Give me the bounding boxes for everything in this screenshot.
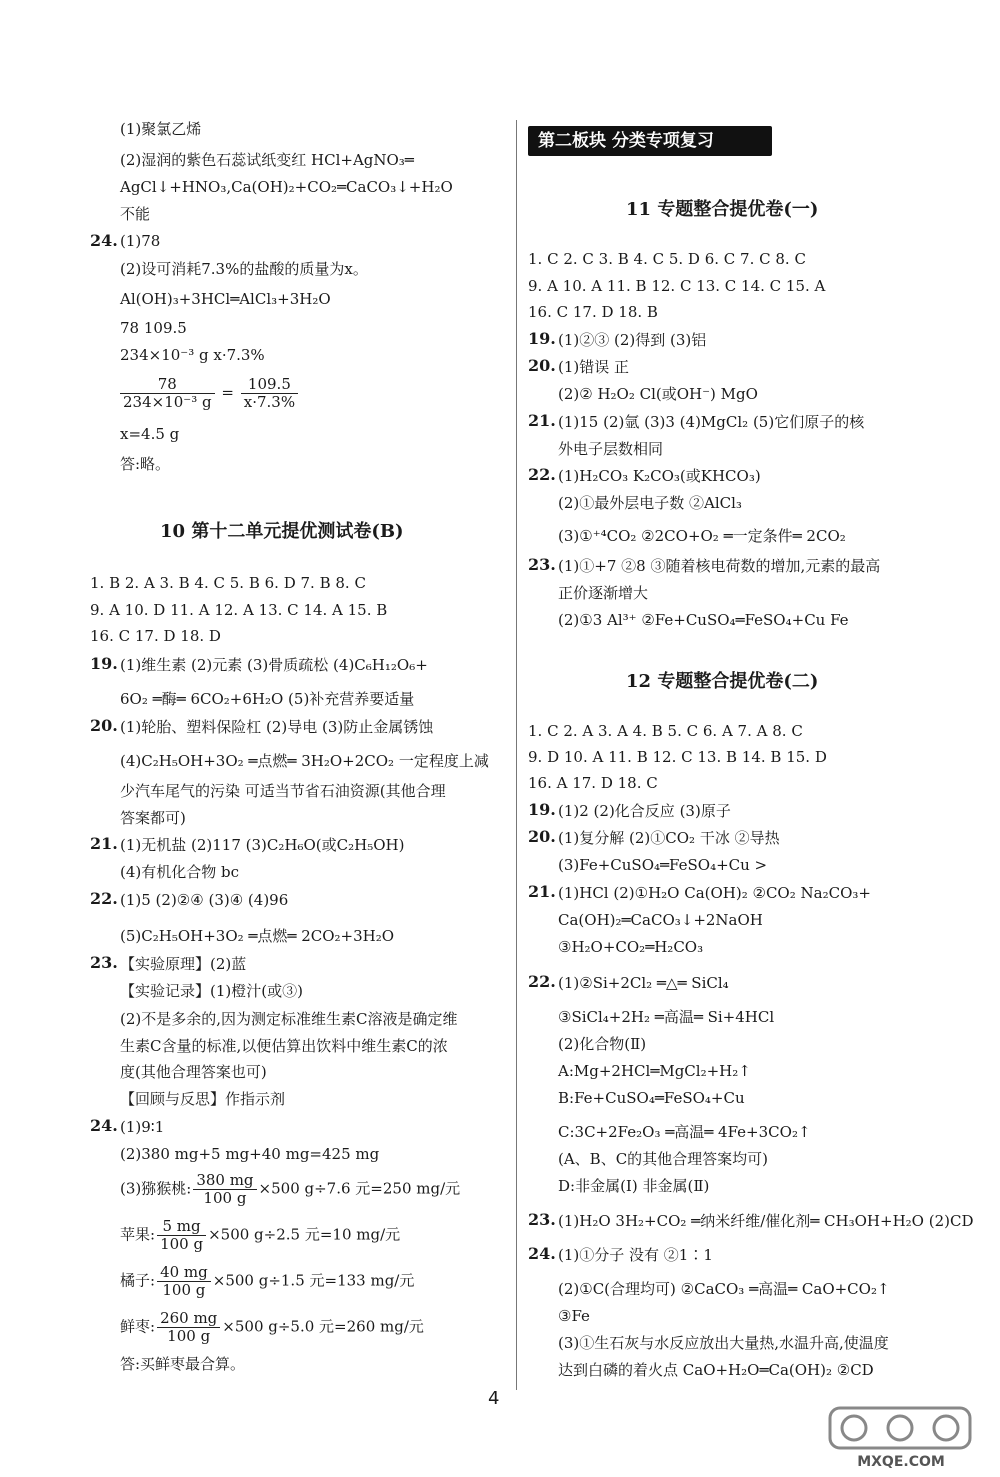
answer-line: 度(其他合理答案也可) xyxy=(120,1063,267,1081)
answer-line: 正价逐渐增大 xyxy=(558,584,649,602)
denominator: 100 g xyxy=(160,1235,204,1253)
answer-line: (1)聚氯乙烯 xyxy=(120,120,202,138)
calc-rest: ×500 g÷2.5 元=10 mg/元 xyxy=(208,1225,401,1244)
column-divider xyxy=(516,120,517,1390)
fruit-label: (3)猕猴桃: xyxy=(120,1179,192,1198)
answer-line: (1)78 xyxy=(120,232,161,250)
choice-answers: 1. C 2. A 3. A 4. B 5. C 6. A 7. A 8. C xyxy=(528,722,803,740)
choice-answers: 9. A 10. A 11. B 12. C 13. C 14. C 15. A xyxy=(528,277,826,295)
denominator: x·7.3% xyxy=(243,393,296,411)
answer-line: (2)380 mg+5 mg+40 mg=425 mg xyxy=(120,1145,380,1163)
question-number: 21. xyxy=(528,882,556,901)
choice-answers: 9. A 10. D 11. A 12. A 13. C 14. A 15. B xyxy=(90,601,388,619)
fraction xyxy=(120,376,215,411)
answer-line: (1)②Si+2Cl₂ ═△═ SiCl₄ xyxy=(558,974,729,992)
question-number: 23. xyxy=(90,953,118,972)
choice-answers: 1. C 2. C 3. B 4. C 5. D 6. C 7. C 8. C xyxy=(528,250,806,268)
watermark-url: MXQE.COM xyxy=(857,1454,945,1470)
answer-line: x=4.5 g xyxy=(120,425,180,443)
question-number: 23. xyxy=(528,555,556,574)
question-number: 24. xyxy=(528,1244,556,1263)
answer-line: (1)轮胎、塑料保险杠 (2)导电 (3)防止金属锈蚀 xyxy=(120,718,434,736)
fraction xyxy=(193,1172,256,1207)
answer-line: (2)①C(合理均可) ②CaCO₃ ═高温═ CaO+CO₂↑ xyxy=(558,1280,890,1298)
calc-rest: ×500 g÷7.6 元=250 mg/元 xyxy=(258,1179,461,1198)
price-calc xyxy=(120,1218,400,1253)
answer-line: 答:买鲜枣最合算。 xyxy=(120,1355,246,1373)
answer-line: (2)①最外层电子数 ②AlCl₃ xyxy=(558,494,742,512)
fraction xyxy=(157,1310,220,1345)
question-number: 19. xyxy=(528,800,556,819)
answer-line: 6O₂ ═酶═ 6CO₂+6H₂O (5)补充营养要适量 xyxy=(120,690,415,708)
answer-line: (1)15 (2)氩 (3)3 (4)MgCl₂ (5)它们原子的核 xyxy=(558,413,865,431)
answer-line: C:3C+2Fe₂O₃ ═高温═ 4Fe+3CO₂↑ xyxy=(558,1123,811,1141)
choice-answers: 1. B 2. A 3. B 4. C 5. B 6. D 7. B 8. C xyxy=(90,574,366,592)
choice-answers: 16. C 17. D 18. D xyxy=(90,627,221,645)
answer-line: (1)2 (2)化合反应 (3)原子 xyxy=(558,802,731,820)
question-number: 22. xyxy=(90,889,118,908)
answer-line: (1)9∶1 xyxy=(120,1118,165,1136)
answer-line: ③Fe xyxy=(558,1307,590,1325)
answer-line: 【回顾与反思】作指示剂 xyxy=(120,1090,286,1108)
answer-line: AgCl↓+HNO₃,Ca(OH)₂+CO₂═CaCO₃↓+H₂O xyxy=(120,178,453,196)
answer-line: 答案都可) xyxy=(120,809,186,827)
answer-line: (1)①分子 没有 ②1∶1 xyxy=(558,1246,713,1264)
question-number: 19. xyxy=(528,329,556,348)
fraction xyxy=(241,376,298,411)
answer-line: (3)Fe+CuSO₄═FeSO₄+Cu > xyxy=(558,856,768,874)
answer-line: D:非金属(Ⅰ) 非金属(Ⅱ) xyxy=(558,1177,710,1195)
answer-line: (4)有机化合物 bc xyxy=(120,863,240,881)
denominator: 100 g xyxy=(162,1281,206,1299)
fraction xyxy=(157,1218,206,1253)
question-number: 20. xyxy=(528,356,556,375)
proportion-equation xyxy=(118,376,300,411)
answer-line: (1)H₂O 3H₂+CO₂ ═纳米纤维/催化剂═ CH₃OH+H₂O (2)CD xyxy=(558,1212,974,1230)
choice-answers: 16. C 17. D 18. B xyxy=(528,303,658,321)
equals-sign: = xyxy=(221,383,234,402)
answer-line: 不能 xyxy=(120,205,151,223)
price-calc xyxy=(120,1310,424,1345)
section-title: 12 专题整合提优卷(二) xyxy=(626,671,819,692)
question-number: 22. xyxy=(528,972,556,991)
answer-line: 78 109.5 xyxy=(120,319,187,337)
question-number: 21. xyxy=(528,411,556,430)
question-number: 24. xyxy=(90,1116,118,1135)
numerator: 5 mg xyxy=(157,1218,206,1236)
calc-rest: ×500 g÷1.5 元=133 mg/元 xyxy=(212,1271,415,1290)
choice-answers: 9. D 10. A 11. B 12. C 13. B 14. B 15. D xyxy=(528,748,827,766)
answer-line: (1)复分解 (2)①CO₂ 干冰 ②导热 xyxy=(558,829,780,847)
answer-line: ③SiCl₄+2H₂ ═高温═ Si+4HCl xyxy=(558,1008,775,1026)
answer-line: (2)不是多余的,因为测定标准维生素C溶液是确定维 xyxy=(120,1010,458,1028)
page-number: 4 xyxy=(488,1388,500,1409)
answer-line: (4)C₂H₅OH+3O₂ ═点燃═ 3H₂O+2CO₂ 一定程度上减 xyxy=(120,752,489,770)
question-number: 20. xyxy=(90,716,118,735)
answer-line: (1)HCl (2)①H₂O Ca(OH)₂ ②CO₂ Na₂CO₃+ xyxy=(558,884,871,902)
answer-line: 生素C含量的标准,以便估算出饮料中维生素C的浓 xyxy=(120,1037,448,1055)
answer-line: (2)①3 Al³⁺ ②Fe+CuSO₄═FeSO₄+Cu Fe xyxy=(558,611,849,629)
question-number: 19. xyxy=(90,654,118,673)
question-number: 22. xyxy=(528,465,556,484)
denominator: 100 g xyxy=(167,1327,211,1345)
question-number: 21. xyxy=(90,834,118,853)
answer-line: (1)维生素 (2)元素 (3)骨质疏松 (4)C₆H₁₂O₆+ xyxy=(120,656,428,674)
denominator: 100 g xyxy=(203,1189,247,1207)
numerator: 78 xyxy=(120,376,215,394)
answer-line: 答:略。 xyxy=(120,455,171,473)
answer-line: (2)设可消耗7.3%的盐酸的质量为x。 xyxy=(120,260,368,278)
question-number: 23. xyxy=(528,1210,556,1229)
fraction xyxy=(157,1264,211,1299)
answer-line: (1)②③ (2)得到 (3)铝 xyxy=(558,331,707,349)
answer-line: (1)①+7 ②8 ③随着核电荷数的增加,元素的最高 xyxy=(558,557,881,575)
answer-line: 达到白磷的着火点 CaO+H₂O═Ca(OH)₂ ②CD xyxy=(558,1361,874,1379)
answer-line: (2)化合物(Ⅱ) xyxy=(558,1035,647,1053)
question-number: 24. xyxy=(90,231,118,250)
calc-rest: ×500 g÷5.0 元=260 mg/元 xyxy=(222,1317,424,1336)
answer-line: (3)①生石灰与水反应放出大量热,水温升高,使温度 xyxy=(558,1334,889,1352)
answer-line: 外电子层数相同 xyxy=(558,440,664,458)
answer-line: (2)② H₂O₂ Cl(或OH⁻) MgO xyxy=(558,385,758,403)
answer-line: (1)5 (2)②④ (3)④ (4)96 xyxy=(120,891,289,909)
answer-line: 【实验记录】(1)橙汁(或③) xyxy=(120,982,303,1000)
answer-line: (1)H₂CO₃ K₂CO₃(或KHCO₃) xyxy=(558,467,761,485)
question-number: 20. xyxy=(528,827,556,846)
answer-line: 【实验原理】(2)蓝 xyxy=(120,955,247,973)
denominator: 234×10⁻³ g xyxy=(123,393,212,411)
answer-line: (1)错误 正 xyxy=(558,358,630,376)
answer-line: (2)湿润的紫色石蕊试纸变红 HCl+AgNO₃═ xyxy=(120,151,414,169)
answer-line: (5)C₂H₅OH+3O₂ ═点燃═ 2CO₂+3H₂O xyxy=(120,927,395,945)
numerator: 109.5 xyxy=(241,376,298,394)
watermark-logo xyxy=(826,1402,976,1472)
fruit-label: 橘子: xyxy=(120,1271,156,1290)
answer-line: ③H₂O+CO₂═H₂CO₃ xyxy=(558,938,704,956)
fruit-label: 苹果: xyxy=(120,1225,156,1244)
numerator: 40 mg xyxy=(157,1264,211,1282)
numerator: 380 mg xyxy=(193,1172,256,1190)
numerator: 260 mg xyxy=(157,1310,220,1328)
answer-line: Al(OH)₃+3HCl═AlCl₃+3H₂O xyxy=(120,290,331,308)
answer-line: B:Fe+CuSO₄═FeSO₄+Cu xyxy=(558,1089,745,1107)
fruit-label: 鲜枣: xyxy=(120,1317,156,1336)
answer-line: (A、B、C的其他合理答案均可) xyxy=(558,1150,769,1168)
answer-line: 少汽车尾气的污染 可适当节省石油资源(其他合理 xyxy=(120,782,446,800)
price-calc xyxy=(120,1172,460,1207)
section-banner: 第二板块 分类专项复习 xyxy=(528,126,772,156)
answer-line: 234×10⁻³ g x·7.3% xyxy=(120,346,265,364)
answer-line: (3)①⁺⁴CO₂ ②2CO+O₂ ═一定条件═ 2CO₂ xyxy=(558,527,846,545)
answer-line: (1)无机盐 (2)117 (3)C₂H₆O(或C₂H₅OH) xyxy=(120,836,405,854)
answer-line: A:Mg+2HCl═MgCl₂+H₂↑ xyxy=(558,1062,751,1080)
section-title: 11 专题整合提优卷(一) xyxy=(626,199,819,220)
choice-answers: 16. A 17. D 18. C xyxy=(528,774,658,792)
answer-line: Ca(OH)₂═CaCO₃↓+2NaOH xyxy=(558,911,763,929)
section-title: 10 第十二单元提优测试卷(B) xyxy=(160,521,404,542)
price-calc xyxy=(120,1264,414,1299)
